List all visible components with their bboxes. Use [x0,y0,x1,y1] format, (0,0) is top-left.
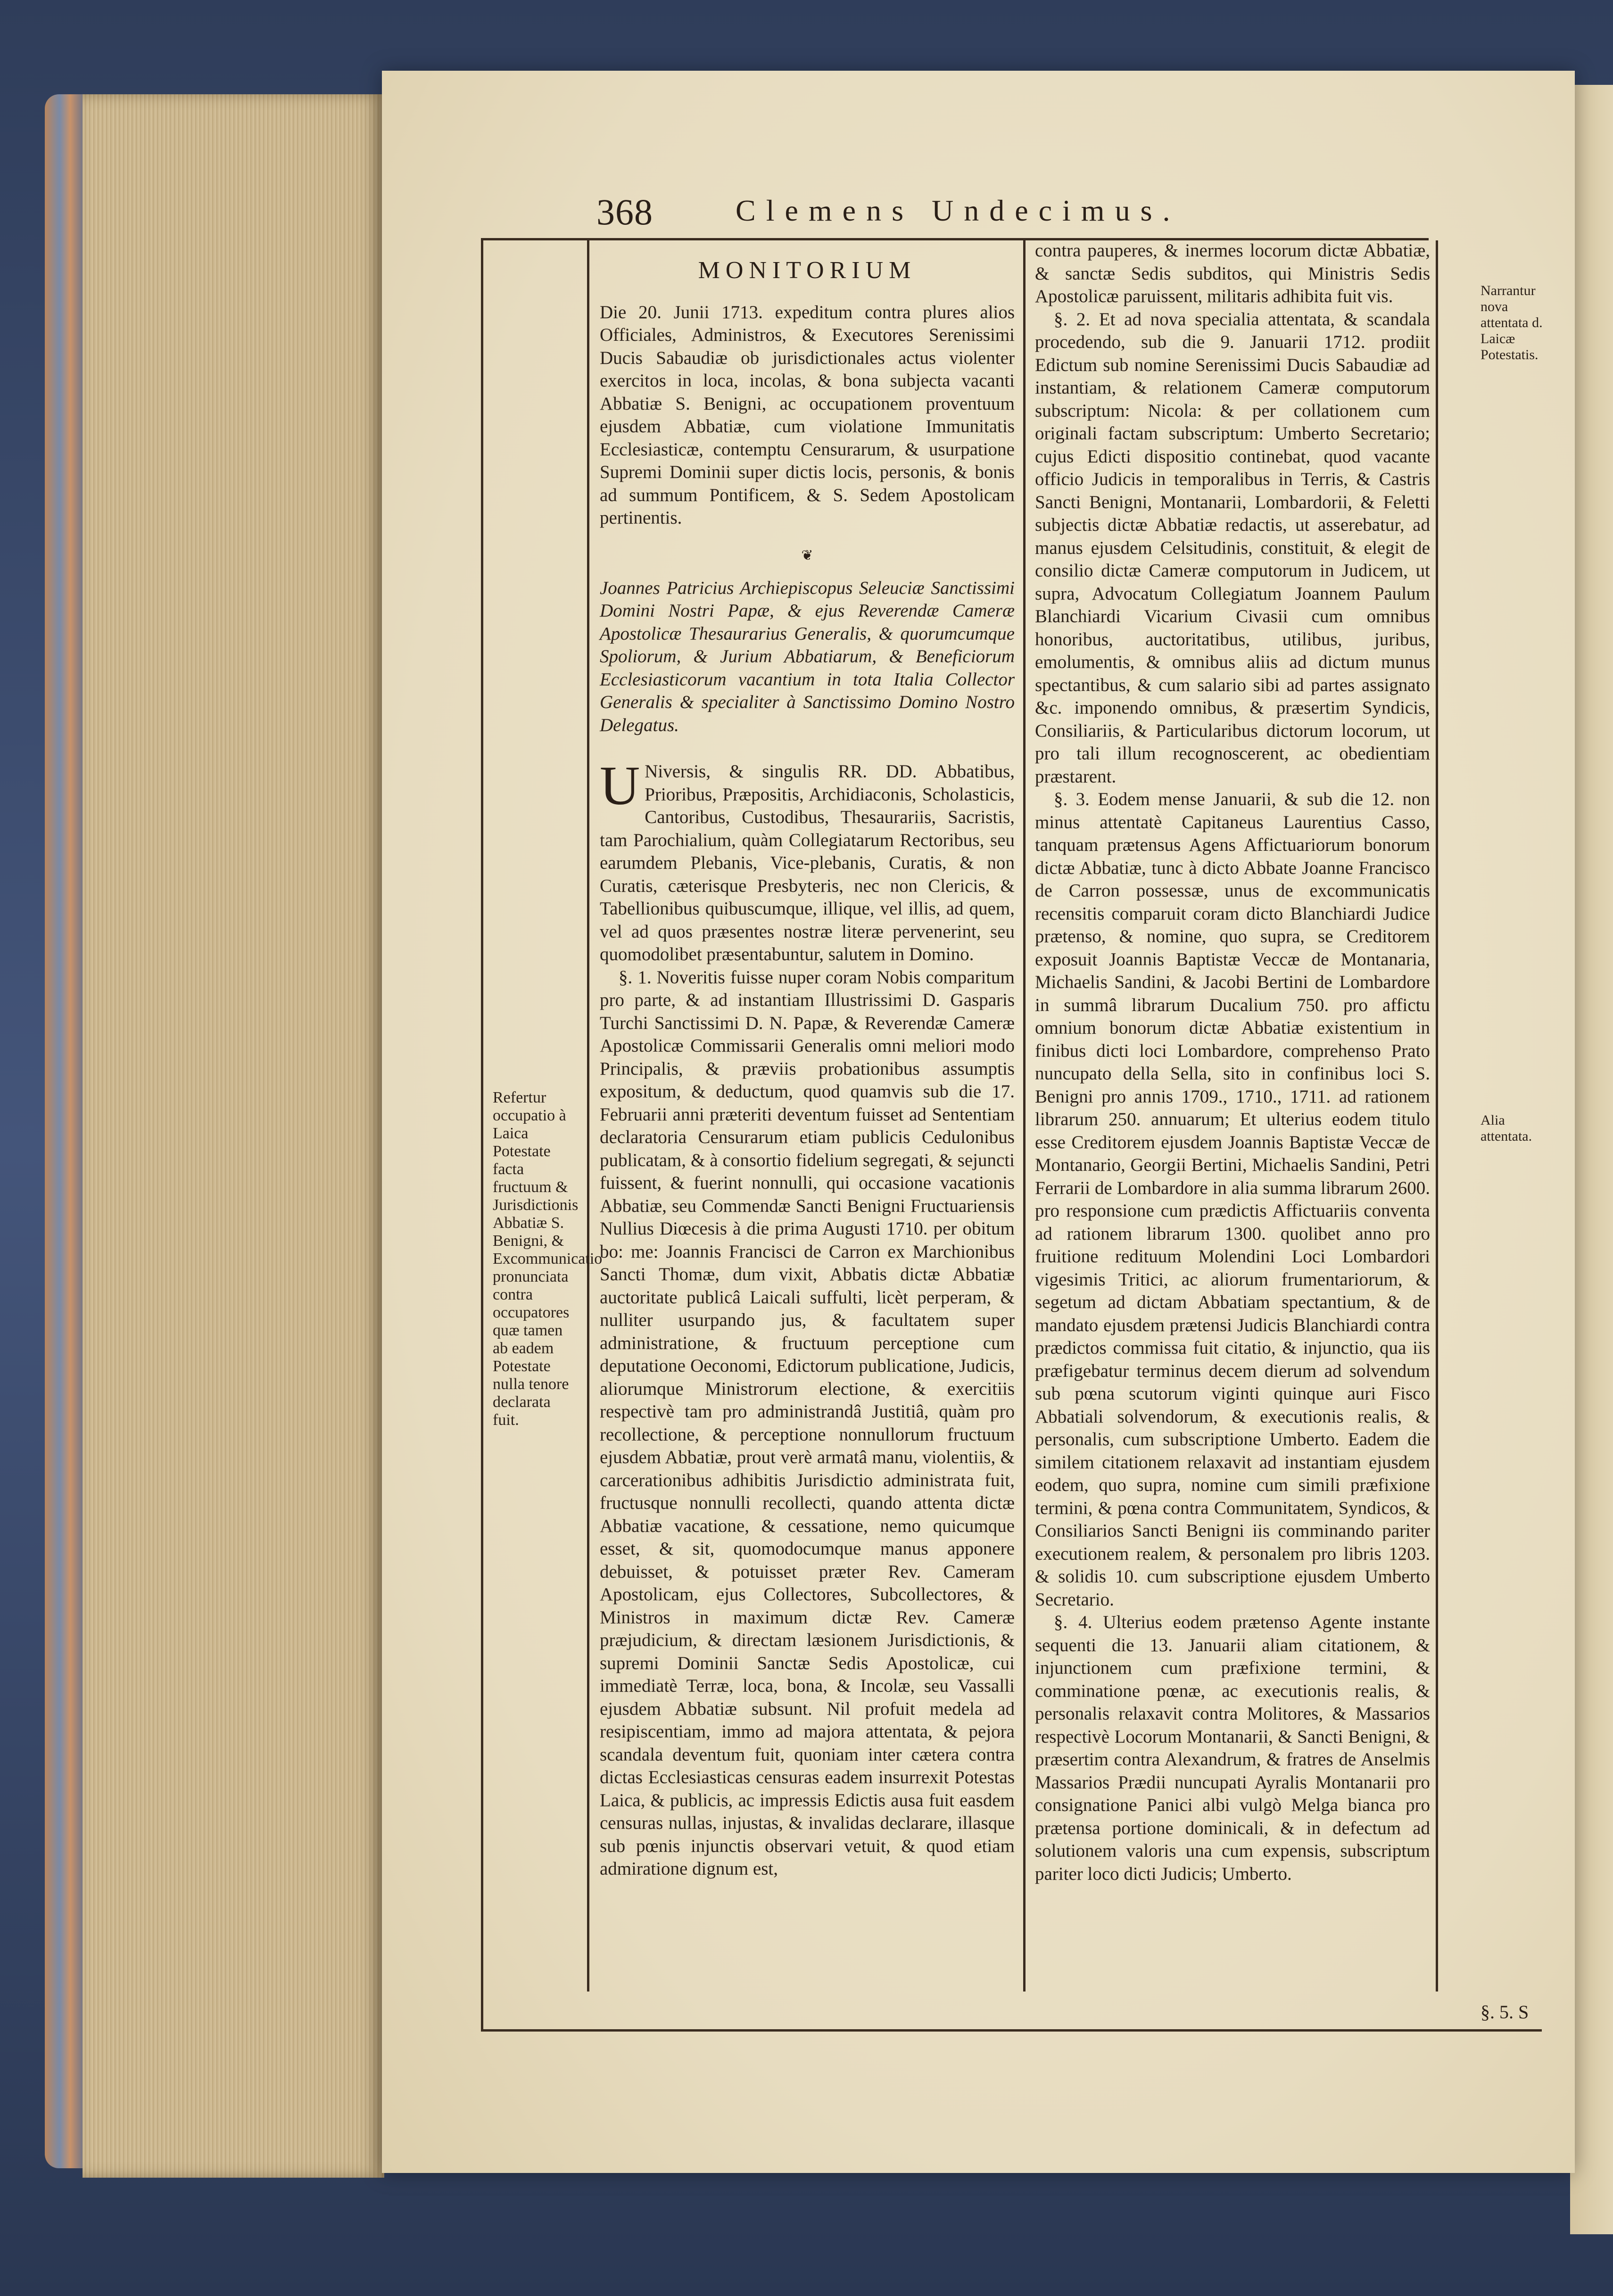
continued-paragraph: contra pauperes, & inermes locorum dictæ Abbatiæ, & sanctæ Sedis subditos, qui Ministris Sedis Apostolicæ paruissent, militaris adhibita fuit vis. [1035,240,1430,306]
ornament: ❦ [801,547,813,563]
margin-note-left: Refertur occupatio à Laica Potestate facta fructuum & Jurisdictionis Abbatiæ S. Benigni, & Excommunicatio pronunciata contra occupatores quæ tamen ab eadem Potestate nulla tenore declarata fuit. [493,1089,603,1429]
right-column [1035,239,1430,1885]
margin-rule [481,240,483,2032]
drop-cap: U [600,755,640,816]
margin-note-right-1: Narrantur nova attentata d. Laicæ Potestatis. [1481,283,1543,362]
section-1-paragraph: §. 1. Noveritis fuisse nuper coram Nobis comparitum pro parte, & ad instantiam Illustrissimi D. Gasparis Turchi Sanctissimi D. N. Papæ, & Reverendæ Cameræ Apostolicæ Commissarii Generalis omni meliori modo Principalis, & præviis probationibus assumptis expositum, & deductum, quod quamvis sub die 17. Februarii anni præteriti deventum fuisset ad Sententiam declaratoria Censurarum etiam publicis Cedulonibus publicatam, & à consortio fidelium segregati, & sejuncti fuissent, & fuerint nonnulli, qui occasione vacationis Abbatiæ, seu Commendæ Sancti Benigni Fructuariensis Nullius Diœcesis à die prima Augusti 1710. per obitum bo: me: Joannis Francisci de Carron ex Marchionibus Sancti Thomæ, dum vixit, Abbatis dictæ Abbatiæ auctoritate publicâ Laicali suffulti, licèt perperam, & nulliter usurpando jus, & facultatem super administratione, & fructuum perceptione cum deputatione Oeconomi, Edictorum publicatione, Judicis, aliorumque Ministrorum electione, & exercitiis respectivè tam pro administrandâ Justitiâ, quàm pro recollectione, & perceptione nonnullorum fructuum ejusdem Abbatiæ, prout verè armatâ manu, violentiis, & carcerationibus adhibitis Jurisdictio administrata fuit, fructusque nonnulli recollecti, quando attenta dictæ Abbatiæ vacatione, & cessatione, nemo quicumque esset, & sit, quomodocumque manus apponere debuisset, & potuisset præter Rev. Cameram Apostolicam, ejus Collectores, Subcollectores, & Ministros in maximum dictæ Rev. Cameræ præjudicium, & directam læsionem Jurisdictionis, & supremi Dominii Sanctæ Sedis Apostolicæ, cui immediatè Terræ, loca, bona, & Incolæ, seu Vassalli ejusdem Abbatiæ subsunt. Nil profuit medela ad resipiscentiam, immo ad majora attentata, & pejora scandala deventum fuit, quoniam inter cætera contra dictas Ecclesiasticas censuras eadem insurrexit Potestas Laica, & publicis, ac impressis Edictis ausa fuit easdem censuras nullas, injustas, & invalidas declarare, illasque sub pœnis injunctis observari vetuit, & quod etiam admiratione dignum est, [600,967,1015,1879]
margin-note-right-2: Alia attentata. [1481,1112,1532,1144]
book-binding [45,94,87,2168]
bottom-rule [481,2029,1542,2032]
document-title: MONITORIUM [698,257,917,284]
column-rule [1023,240,1026,1992]
catchword: §. 5. S [1481,2001,1529,2023]
summary-paragraph: Die 20. Junii 1713. expeditum contra plures alios Officiales, Administros, & Executores Serenissimi Ducis Sabaudiæ ob jurisdictionales actus violenter exercitos in loca, incolas, & bona subjecta vacanti Abbatiæ S. Benigni, ac occupationem proventuum ejusdem Abbatiæ, cum violatione Immunitatis Ecclesiasticæ, contemptu Censurarum, & usurpatione Supremi Dominii super dictis locis, personis, & bonis ad summum Pontificem, & S. Sedem Apostolicam pertinentis. [600,302,1015,528]
section-3-paragraph: §. 3. Eodem mense Januarii, & sub die 12. non minus attentatè Capitaneus Laurentius Casso, tanquam prætensus Agens Affictuariorum bonorum dictæ Abbatiæ, tunc à dicto Abbate Joanne Francisco de Carron possessæ, unus de excommunicatis recensitis comparuit coram dicto Blanchiardi Judice prætenso, & nomine, quo supra, se Creditorem exposuit Joannis Baptistæ Veccæ de Montanaria, Michaelis Sandini, & Jacobi Bertini de Lombardore in summâ librarum Ducalium 750. pro affictu omnium bonorum dictæ Abbatiæ existentium in finibus dicti loci Lombardore, comprehenso Prato nuncupato della Sella, sito in confinibus loci S. Benigni pro annis 1709., 1710., 1711. ad rationem librarum 250. annuarum; Et ulterius eodem titulo esse Creditorem ejusdem Joannis Baptistæ Veccæ de Montanario, Georgii Bertini, Michaelis Sandini, Petri Ferrarii de Lombardore in alia summa librarum 2600. pro responsione cum prædictis Affictuariis conventa ad rationem librarum 1300. quolibet anno pro fruitione redituum Molendini Loci Lombardori vigesimis Tritici, ac aliorum frumentariorum, & segetum ad dictam Abbatiam spectantium, & de mandato ejusdem prætensi Judicis Blanchiardi contra prædictos commissa fuit citatio, & injunctio, qua iis præfigebatur terminus decem dierum ad solvendum sub pœna scutorum viginti quinque auri Fisco Abbatiali solvendorum, & executionis realis, & personalis, cum subscriptione Umberto. Eadem die similem citationem relaxavit ad instantiam ejusdem eodem, quo supra, nomine cum simili præfixione termini, & pœna contra Communitatem, Syndicos, & Consiliarios Sancti Benigni iis comminando pariter executionem realem, & personalem pro libris 1203. & solidis 10. cum subscriptione ejusdem Umberto Secretario. [1035,789,1430,1610]
section-2-paragraph: §. 2. Et ad nova specialia attentata, & scandala procedendo, sub die 9. Januarii 1712. prodiit Edictum sub nomine Serenissimi Ducis Sabaudiæ ad instantiam, & relationem Cameræ computorum subscriptum: Nicola: & per collationem cum originali factam subscriptum: Umberto Secretario; cujus Edicti dispositio continebat, quod vacante officio Judicis in temporalibus in Terris, & Castris Sancti Benigni, Montanarii, Lombardorii, & Feletti subjectis dictæ Abbatiæ redactis, ut asserebatur, ad manus ejusdem Celsitudinis, constituit, & elegit de consilio dictæ Cameræ computorum in Judicem, ut supra, Advocatum Collegiatum Joannem Paulum Blanchiardi Vicarium Civasii cum omnibus honoribus, auctoritatibus, utilibus, juribus, emolumentis, & omnibus aliis ad dictum munus spectantibus, & cum salario sibi ad partes assignato &c. imponendo omnibus, & præsertim Syndicis, Consiliariis, & Particularibus dictorum locorum, ut pro tali illum recognoscerent, ac obedientiam præstarent. [1035,309,1430,787]
page-edges [83,94,384,2178]
left-column [600,250,1015,1881]
section-4-paragraph: §. 4. Ulterius eodem prætenso Agente instante sequenti die 13. Januarii aliam citationem, & injunctionem cum præfixione termini, & comminatione pœnæ, ac executionis realis, & personalis relaxavit contra Molitores, & Massarios respectivè Locorum Montanarii, & Sancti Benigni, & præsertim contra Alexandrum, & fratres de Anselmis Massarios Prædii nuncupati Ayralis Montanarii pro consignatione Panici albi vulgò Melga bianca pro prætensa portione dominicali, & in defectum ad solutionem valoris una cum expensis, subscriptum pariter loco dicti Judicis; Umberto. [1035,1612,1430,1884]
running-head: Clemens Undecimus. [736,194,1181,227]
facing-page-edge [1570,85,1613,2234]
address-paragraph [600,755,1015,966]
address-text: Niversis, & singulis RR. DD. Abbatibus, Prioribus, Præpositis, Archidiaconis, Scholasticis, Cantoribus, Custodibus, Thesaurariis, Sacristis, tam Parochialium, quàm Collegiatarum Rectoribus, seu earumdem Plebanis, Vice-plebanis, Curatis, & non Curatis, cæterisque Presbyteris, nec non Clericis, & Tabellionibus quibuscumque, illique, vel illis, ad quem, vel ad quos præsentes nostræ literæ pervenerint, seu quomodolibet præsentabuntur, salutem in Domino. [600,761,1015,964]
page-number: 368 [596,191,653,232]
issuer-paragraph: Joannes Patricius Archiepiscopus Seleuciæ Sanctissimi Domini Nostri Papæ, & ejus Reverendæ Cameræ Apostolicæ Thesaurarius Generalis, & quorumcumque Spoliorum, & Jurium Abbatiarum, & Beneficiorum Ecclesiasticorum vacantium in tota Italia Collector Generalis & specialiter à Sanctissimo Domino Nostro Delegatus. [600,577,1015,735]
